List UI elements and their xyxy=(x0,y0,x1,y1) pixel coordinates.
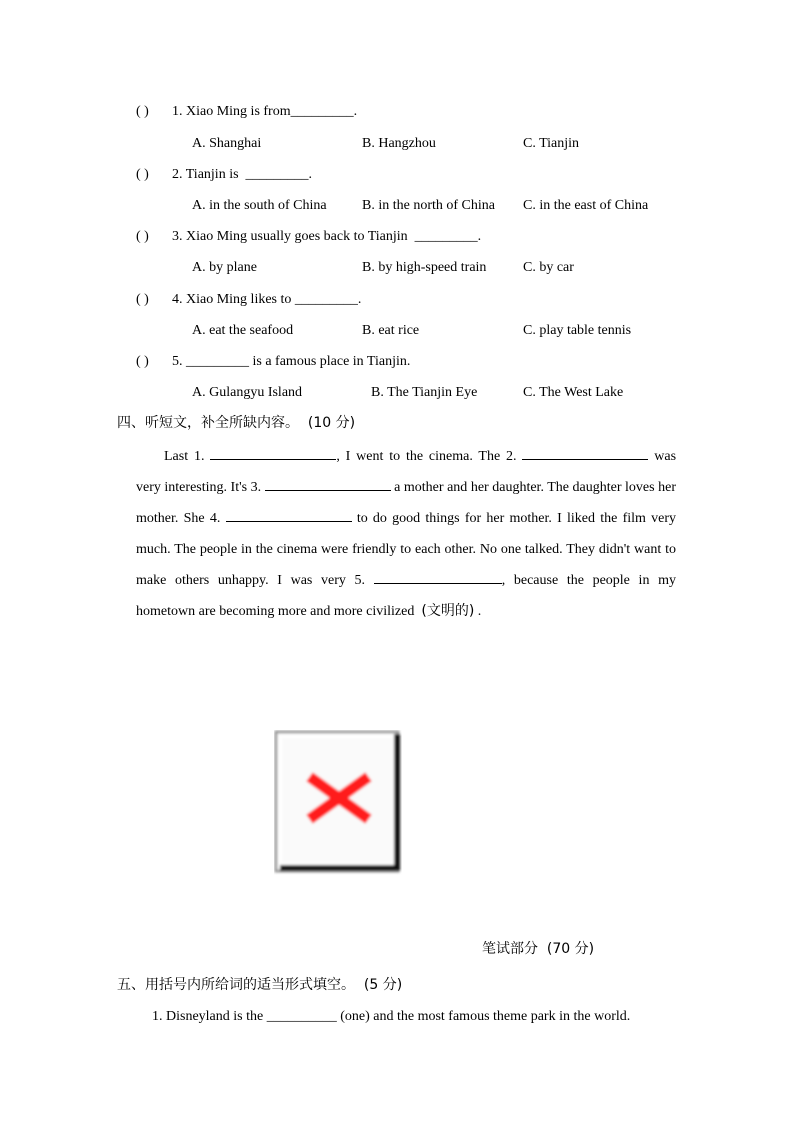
option-a[interactable]: A. by plane xyxy=(192,260,257,275)
option-a[interactable]: A. Shanghai xyxy=(192,136,262,151)
question-stem: 4. Xiao Ming likes to _________. xyxy=(172,292,362,307)
option-a[interactable]: A. Gulangyu Island xyxy=(192,385,303,400)
option-b[interactable]: B. The Tianjin Eye xyxy=(371,385,478,400)
answer-paren[interactable]: ( ) xyxy=(136,229,149,244)
option-c[interactable]: C. in the east of China xyxy=(523,198,649,213)
answer-paren[interactable]: ( ) xyxy=(136,167,149,182)
blank-2[interactable] xyxy=(522,445,648,460)
option-c[interactable]: C. play table tennis xyxy=(523,323,632,338)
option-b[interactable]: B. by high-speed train xyxy=(362,260,487,275)
blank-5[interactable] xyxy=(374,569,502,584)
answer-paren[interactable]: ( ) xyxy=(136,292,149,307)
blank-4[interactable] xyxy=(226,507,352,522)
question-stem: 2. Tianjin is _________. xyxy=(172,167,313,182)
broken-image-icon xyxy=(274,730,402,875)
section-5-heading: 五、用括号内所给词的适当形式填空。 (5 分) xyxy=(117,977,403,993)
option-c[interactable]: C. Tianjin xyxy=(523,136,580,151)
blank-3[interactable] xyxy=(265,476,391,491)
option-b[interactable]: B. eat rice xyxy=(362,323,420,338)
fill-blank[interactable]: __________ xyxy=(266,1009,337,1024)
option-b[interactable]: B. in the north of China xyxy=(362,198,495,213)
broken-image-placeholder xyxy=(274,730,402,875)
question-stem: 1. Xiao Ming is from_________. xyxy=(172,104,358,119)
answer-paren[interactable]: ( ) xyxy=(136,104,149,119)
written-part-label: 笔试部分 (70 分) xyxy=(482,941,595,957)
section-4-heading: 四、听短文，补全所缺内容。 (10 分) xyxy=(117,415,356,431)
listening-passage: Last 1. , I went to the cinema. The 2. was very interesting. It's 3. a mother and her daughter. The daughter loves her mother. She 4. to do good things for her mother. I liked the film very much. The people in the cinema were friendly to each other. No one talked. They didn't want to make others unhappy. I was very 5. , because the people in my hometown are becoming more and more civilized (文明的) . xyxy=(136,441,676,627)
section-5-question-1: 1. Disneyland is the __________ (one) and the most famous theme park in the world. xyxy=(152,1009,631,1024)
option-a[interactable]: A. in the south of China xyxy=(192,198,327,213)
option-b[interactable]: B. Hangzhou xyxy=(362,136,436,151)
question-stem: 5. _________ is a famous place in Tianjin. xyxy=(172,354,411,369)
option-c[interactable]: C. by car xyxy=(523,260,574,275)
option-a[interactable]: A. eat the seafood xyxy=(192,323,294,338)
option-c[interactable]: C. The West Lake xyxy=(523,385,624,400)
blank-1[interactable] xyxy=(210,445,336,460)
question-stem: 3. Xiao Ming usually goes back to Tianjin _________. xyxy=(172,229,482,244)
answer-paren[interactable]: ( ) xyxy=(136,354,149,369)
